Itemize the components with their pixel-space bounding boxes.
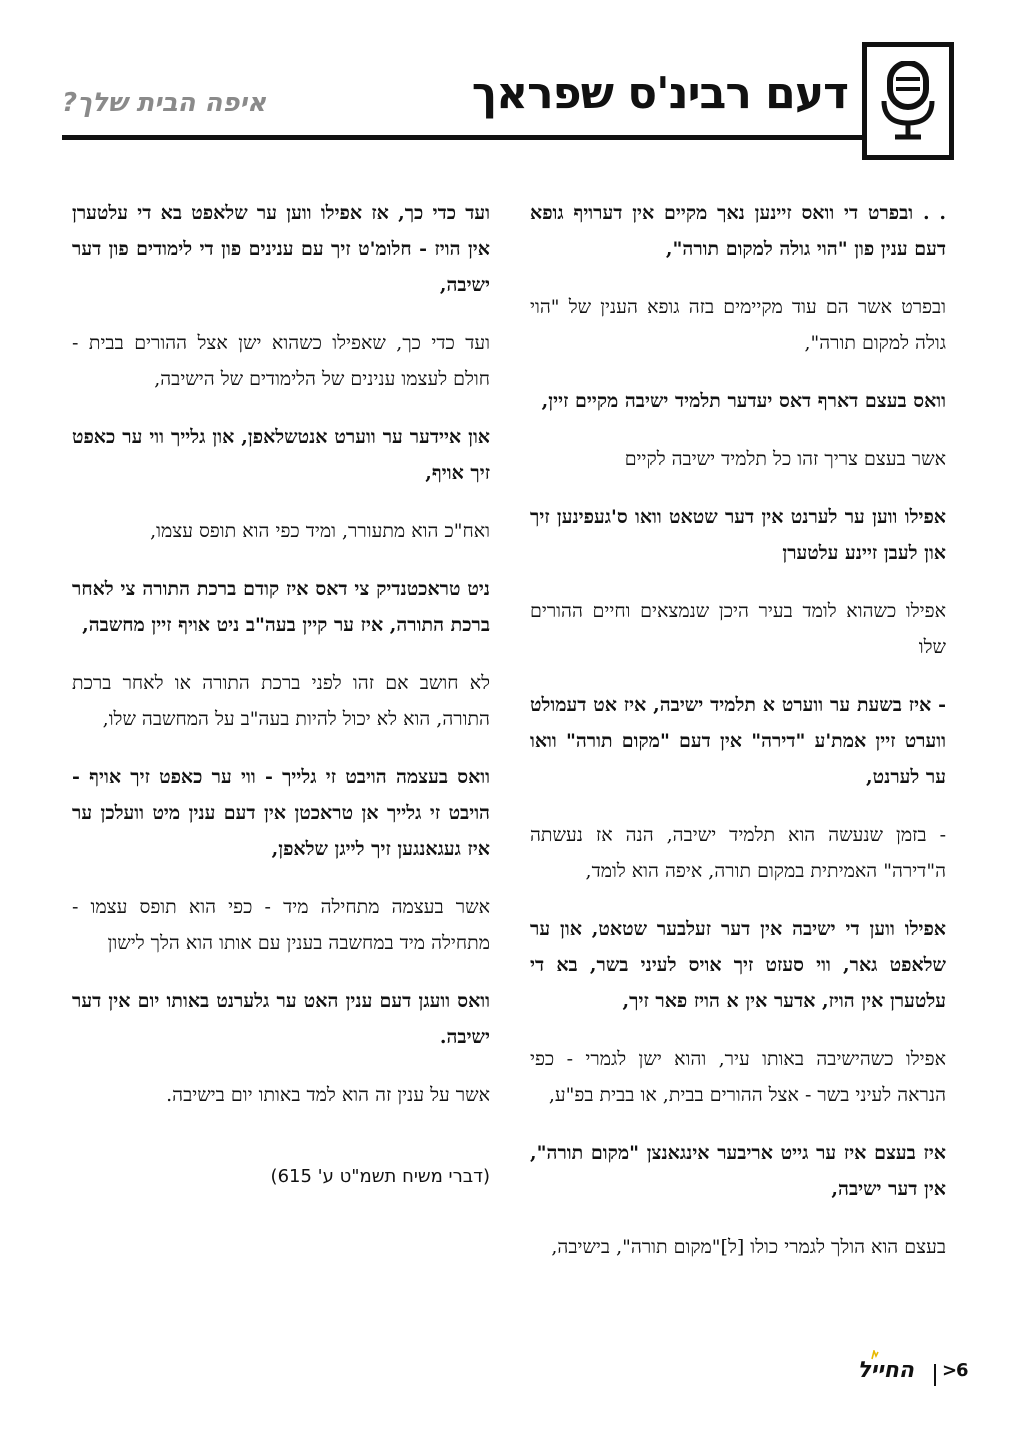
paragraph-hebrew: לא חושב אם זהו לפני ברכת התורה או לאחר ברכת התורה, הוא לא יכול להיות בעה"ב על המחשבה שלו, bbox=[72, 672, 490, 730]
paragraph-yiddish: און איידער ער ווערט אנטשלאפן, און גלייך ווי ער כאפט זיך אויף, bbox=[72, 426, 490, 484]
paragraph-yiddish: וואס וועגן דעם ענין האט ער גלערנט באותו יום אין דער ישיבה. bbox=[72, 990, 490, 1048]
page-header bbox=[0, 0, 1024, 170]
paragraph-hebrew: בעצם הוא הולך לגמרי כולו [ל]"מקום תורה", בישיבה, bbox=[551, 1236, 946, 1258]
paragraph-yiddish: איז בעצם איז ער גייט אריבער אינגאנצן "מקום תורה", אין דער ישיבה, bbox=[530, 1142, 946, 1200]
paragraph-yiddish: וואס בעצם דארף דאס יעדער תלמיד ישיבה מקיים זיין, bbox=[541, 390, 946, 412]
paragraph-hebrew: ועד כדי כך, שאפילו כשהוא ישן אצל ההורים בבית - חולם לעצמו ענינים של הלימודים של הישיבה, bbox=[72, 332, 490, 390]
paragraph-yiddish: . . ובפרט די וואס זיינען נאך מקיים אין דערויף גופא דעם ענין פון "הוי גולה למקום תורה", bbox=[530, 202, 946, 260]
chevron-right-icon: > bbox=[942, 1360, 958, 1381]
paragraph-hebrew: - בזמן שנעשה הוא תלמיד ישיבה, הנה אז נעשתה ה"דירה" האמיתית במקום תורה, איפה הוא לומד, bbox=[530, 824, 946, 882]
paragraph-hebrew: ואח"כ הוא מתעורר, ומיד כפי הוא תופס עצמו, bbox=[150, 520, 490, 542]
paragraph-hebrew: אשר על ענין זה הוא למד באותו יום בישיבה. bbox=[166, 1084, 490, 1106]
paragraph-yiddish: ועד כדי כך, אז אפילו ווען ער שלאפט בא די עלטערן אין הויז - חלומ'ט זיך עם ענינים פון די לימודים פון דער ישיבה, bbox=[72, 202, 490, 296]
paragraph-hebrew: אפילו כשהישיבה באותו עיר, והוא ישן לגמרי - כפי הנראה לעיני בשר - אצל ההורים בבית, או בבית בפ"ע, bbox=[530, 1048, 946, 1106]
paragraph-hebrew: אשר בעצמה מתחילה מיד - כפי הוא תופס עצמו - מתחילה מיד במחשבה בענין עם אותו הוא הלך לישון bbox=[72, 896, 490, 954]
footer-divider bbox=[934, 1364, 936, 1386]
page-footer bbox=[830, 1358, 970, 1388]
paragraph-yiddish: וואס בעצמה הויבט זי גלייך - ווי ער כאפט זיך אויף - הויבט זי גלייך אן טראכטן אין דעם ענין מיט וועלכן ער איז געגאנגען זיך לייגן שלאפן, bbox=[72, 766, 490, 860]
microphone-icon bbox=[881, 61, 935, 141]
header-divider bbox=[62, 135, 862, 140]
right-column bbox=[530, 195, 946, 1287]
paragraph-yiddish: אפילו ווען די ישיבה אין דער זעלבער שטאט, און ער שלאפט גאר, ווי סעזט זיך אויס לעיני בשר, בא די עלטערן אין הויז, אדער אין א הויז פאר זיך, bbox=[530, 918, 946, 1012]
paragraph-yiddish: אפילו ווען ער לערנט אין דער שטאט וואו ס'געפינען זיך און לעבן זיינע עלטערן bbox=[530, 506, 946, 564]
paragraph-hebrew: ובפרט אשר הם עוד מקיימים בזה גופא הענין של "הוי גולה למקום תורה", bbox=[530, 296, 946, 354]
header-icon-box bbox=[862, 42, 954, 160]
source-citation: (דברי משיח תשמ"ט ע' 615) bbox=[270, 1166, 490, 1187]
paragraph-yiddish: - איז בשעת ער ווערט א תלמיד ישיבה, איז אט דעמולט ווערט זיין אמת'ע "דירה" אין דעם "מקום תורה" וואו ער לערנט, bbox=[530, 694, 946, 788]
paragraph-yiddish: ניט טראכטנדיק צי דאס איז קודם ברכת התורה צי לאחר ברכת התורה, איז ער קיין בעה"ב ניט אויף זיין מחשבה, bbox=[72, 578, 490, 636]
page-number: 6 bbox=[956, 1360, 969, 1381]
paragraph-hebrew: אשר בעצם צריך זהו כל תלמיד ישיבה לקיים bbox=[624, 448, 946, 470]
magazine-logo: החייל bbox=[857, 1358, 914, 1383]
page-title: דעם רבינ'ס שפראך bbox=[471, 68, 848, 119]
paragraph-hebrew: אפילו כשהוא לומד בעיר היכן שנמצאים וחיים ההורים שלו bbox=[530, 600, 946, 658]
page-subtitle: איפה הבית שלך? bbox=[62, 88, 267, 118]
left-column bbox=[72, 195, 490, 1217]
